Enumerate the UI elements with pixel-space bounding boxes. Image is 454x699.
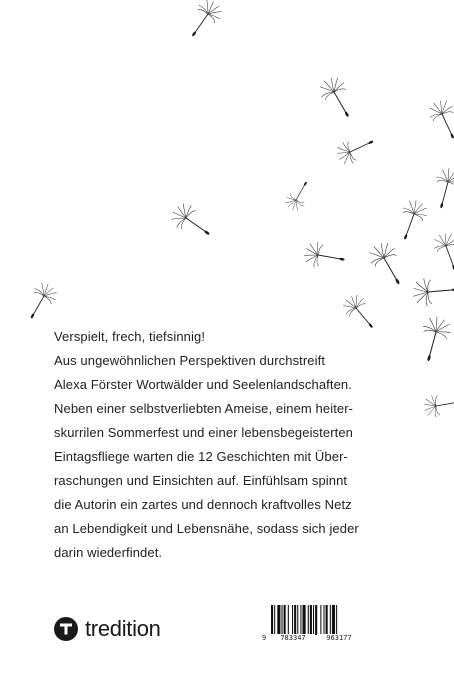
isbn-group-2: 963177 <box>317 634 361 642</box>
dandelion-seed-icon <box>430 230 454 274</box>
barcode-bar <box>326 605 328 635</box>
barcode-bar <box>294 605 296 635</box>
blurb-line: Aus ungewöhnlichen Perspektiven durchstreift <box>54 353 326 368</box>
barcode-bar <box>320 605 321 635</box>
barcode-bar <box>310 605 312 635</box>
blurb-tagline: Verspielt, frech, tiefsinnig! <box>54 329 206 344</box>
barcode-bar <box>274 605 275 635</box>
blurb-line: darin wiederfindet. <box>54 545 163 560</box>
tredition-logo-icon <box>54 617 78 641</box>
back-cover-blurb <box>54 325 384 565</box>
barcode-bar <box>284 605 286 635</box>
isbn-barcode <box>262 605 362 649</box>
publisher-name: tredition <box>85 616 161 641</box>
publisher-logo <box>54 616 161 642</box>
dandelion-seed-icon <box>303 240 347 272</box>
isbn-group-1: 783347 <box>271 634 315 642</box>
barcode-bar <box>324 605 325 635</box>
blurb-line: skurrilen Sommerfest und einer lebensbegeisterten <box>54 425 353 440</box>
dandelion-seed-icon <box>422 391 454 419</box>
blurb-line: raschungen und Einsichten auf. Einfühlsam spinnt <box>54 473 348 488</box>
barcode-bar <box>288 605 289 635</box>
barcode-bar <box>308 605 309 635</box>
barcode-bar <box>332 605 335 635</box>
dandelion-seed-icon <box>415 314 454 365</box>
barcode-bar <box>282 605 283 635</box>
dandelion-seed-icon <box>393 197 431 244</box>
dandelion-seed-icon <box>282 177 315 214</box>
dandelion-seed-icon <box>425 96 454 143</box>
barcode-bar <box>277 605 280 635</box>
dandelion-seed-icon <box>429 166 454 212</box>
barcode-bar <box>313 605 314 635</box>
dandelion-seed-icon <box>364 238 411 291</box>
dandelion-seed-icon <box>21 279 61 324</box>
isbn-lead-digit: 9 <box>262 634 267 642</box>
blurb-line: an Lebendigkeit und Lebensnähe, sodass sich jeder <box>54 521 359 536</box>
dandelion-seed-icon <box>167 199 217 245</box>
barcode-bar <box>315 605 317 635</box>
blurb-line: Eintagsfliege warten die 12 Geschichten mit Über- <box>54 449 348 464</box>
dandelion-seed-icon <box>333 130 378 168</box>
dandelion-seed-icon <box>412 275 454 307</box>
barcode-bar <box>292 605 293 635</box>
barcode-bar <box>297 605 298 635</box>
blurb-line: Neben einer selbstverliebten Ameise, einem heiter- <box>54 401 354 416</box>
dandelion-seed-icon <box>315 73 359 123</box>
blurb-line: Alexa Förster Wortwälder und Seelenlandschaften. <box>54 377 352 392</box>
dandelion-seed-icon <box>182 0 226 43</box>
barcode-bar <box>300 605 301 635</box>
isbn-digits <box>262 634 362 642</box>
barcode-bar <box>330 605 331 635</box>
blurb-line: die Autorin ein zartes und dennoch kraftvolles Netz <box>54 497 352 512</box>
